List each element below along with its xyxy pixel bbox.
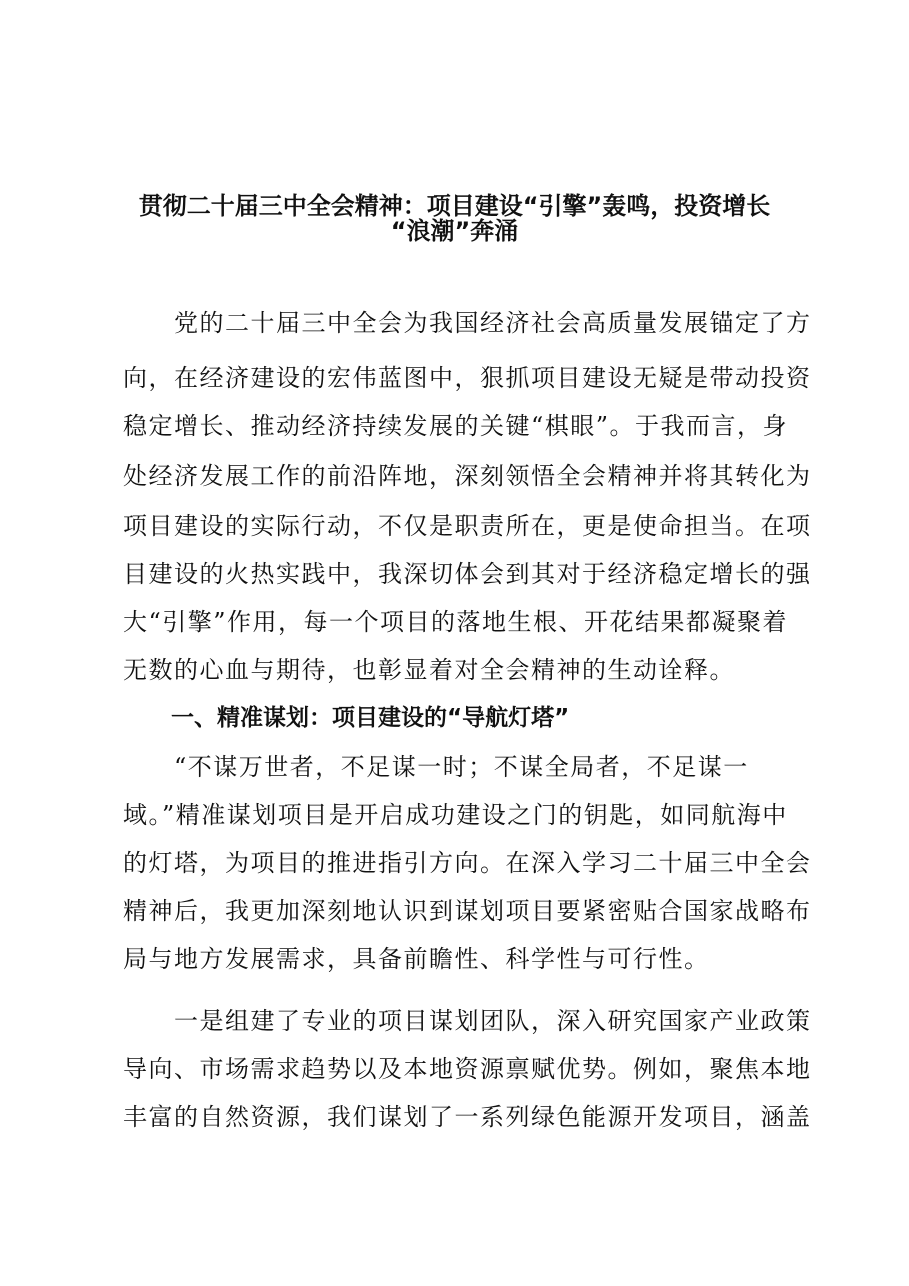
paragraph-line-10: 域。”精准谋划项目是开启成功建设之门的钥匙，如同航海中 (123, 801, 788, 829)
paragraph-line-6: 目建设的火热实践中，我深切体会到其对于经济稳定增长的强 (123, 560, 812, 588)
paragraph-line-9: “不谋万世者，不足谋一时；不谋全局者，不足谋一 (123, 753, 749, 781)
paragraph-line-12: 精神后，我更加深刻地认识到谋划项目要紧密贴合国家战略布 (123, 897, 812, 925)
paragraph-line-13: 局与地方发展需求，具备前瞻性、科学性与可行性。 (123, 945, 710, 973)
paragraph-line-15: 导向、市场需求趋势以及本地资源禀赋优势。例如，聚焦本地 (123, 1055, 812, 1083)
paragraph-line-14: 一是组建了专业的项目谋划团队，深入研究国家产业政策 (123, 1007, 812, 1035)
document-title-line-1: 贯彻二十届三中全会精神：项目建设“引擎”轰鸣，投资增长 (138, 192, 771, 220)
paragraph-line-16: 丰富的自然资源，我们谋划了一系列绿色能源开发项目，涵盖 (123, 1103, 812, 1131)
paragraph-line-3: 稳定增长、推动经济持续发展的关键“棋眼”。于我而言，身 (123, 412, 789, 440)
paragraph-line-1: 党的二十届三中全会为我国经济社会高质量发展锚定了方 (123, 309, 812, 337)
paragraph-line-2: 向，在经济建设的宏伟蓝图中，狠抓项目建设无疑是带动投资 (123, 364, 812, 392)
paragraph-line-11: 的灯塔，为项目的推进指引方向。在深入学习二十届三中全会 (123, 849, 812, 877)
document-title-line-2: “浪潮”奔涌 (390, 217, 519, 245)
paragraph-line-5: 项目建设的实际行动，不仅是职责所在，更是使命担当。在项 (123, 512, 812, 540)
section-heading: 一、精准谋划：项目建设的“导航灯塔” (171, 705, 570, 731)
paragraph-line-8: 无数的心血与期待，也彰显着对全会精神的生动诠释。 (123, 656, 735, 684)
paragraph-line-7: 大“引擎”作用，每一个项目的落地生根、开花结果都凝聚着 (123, 608, 789, 636)
paragraph-line-4: 处经济发展工作的前沿阵地，深刻领悟全会精神并将其转化为 (123, 462, 812, 490)
